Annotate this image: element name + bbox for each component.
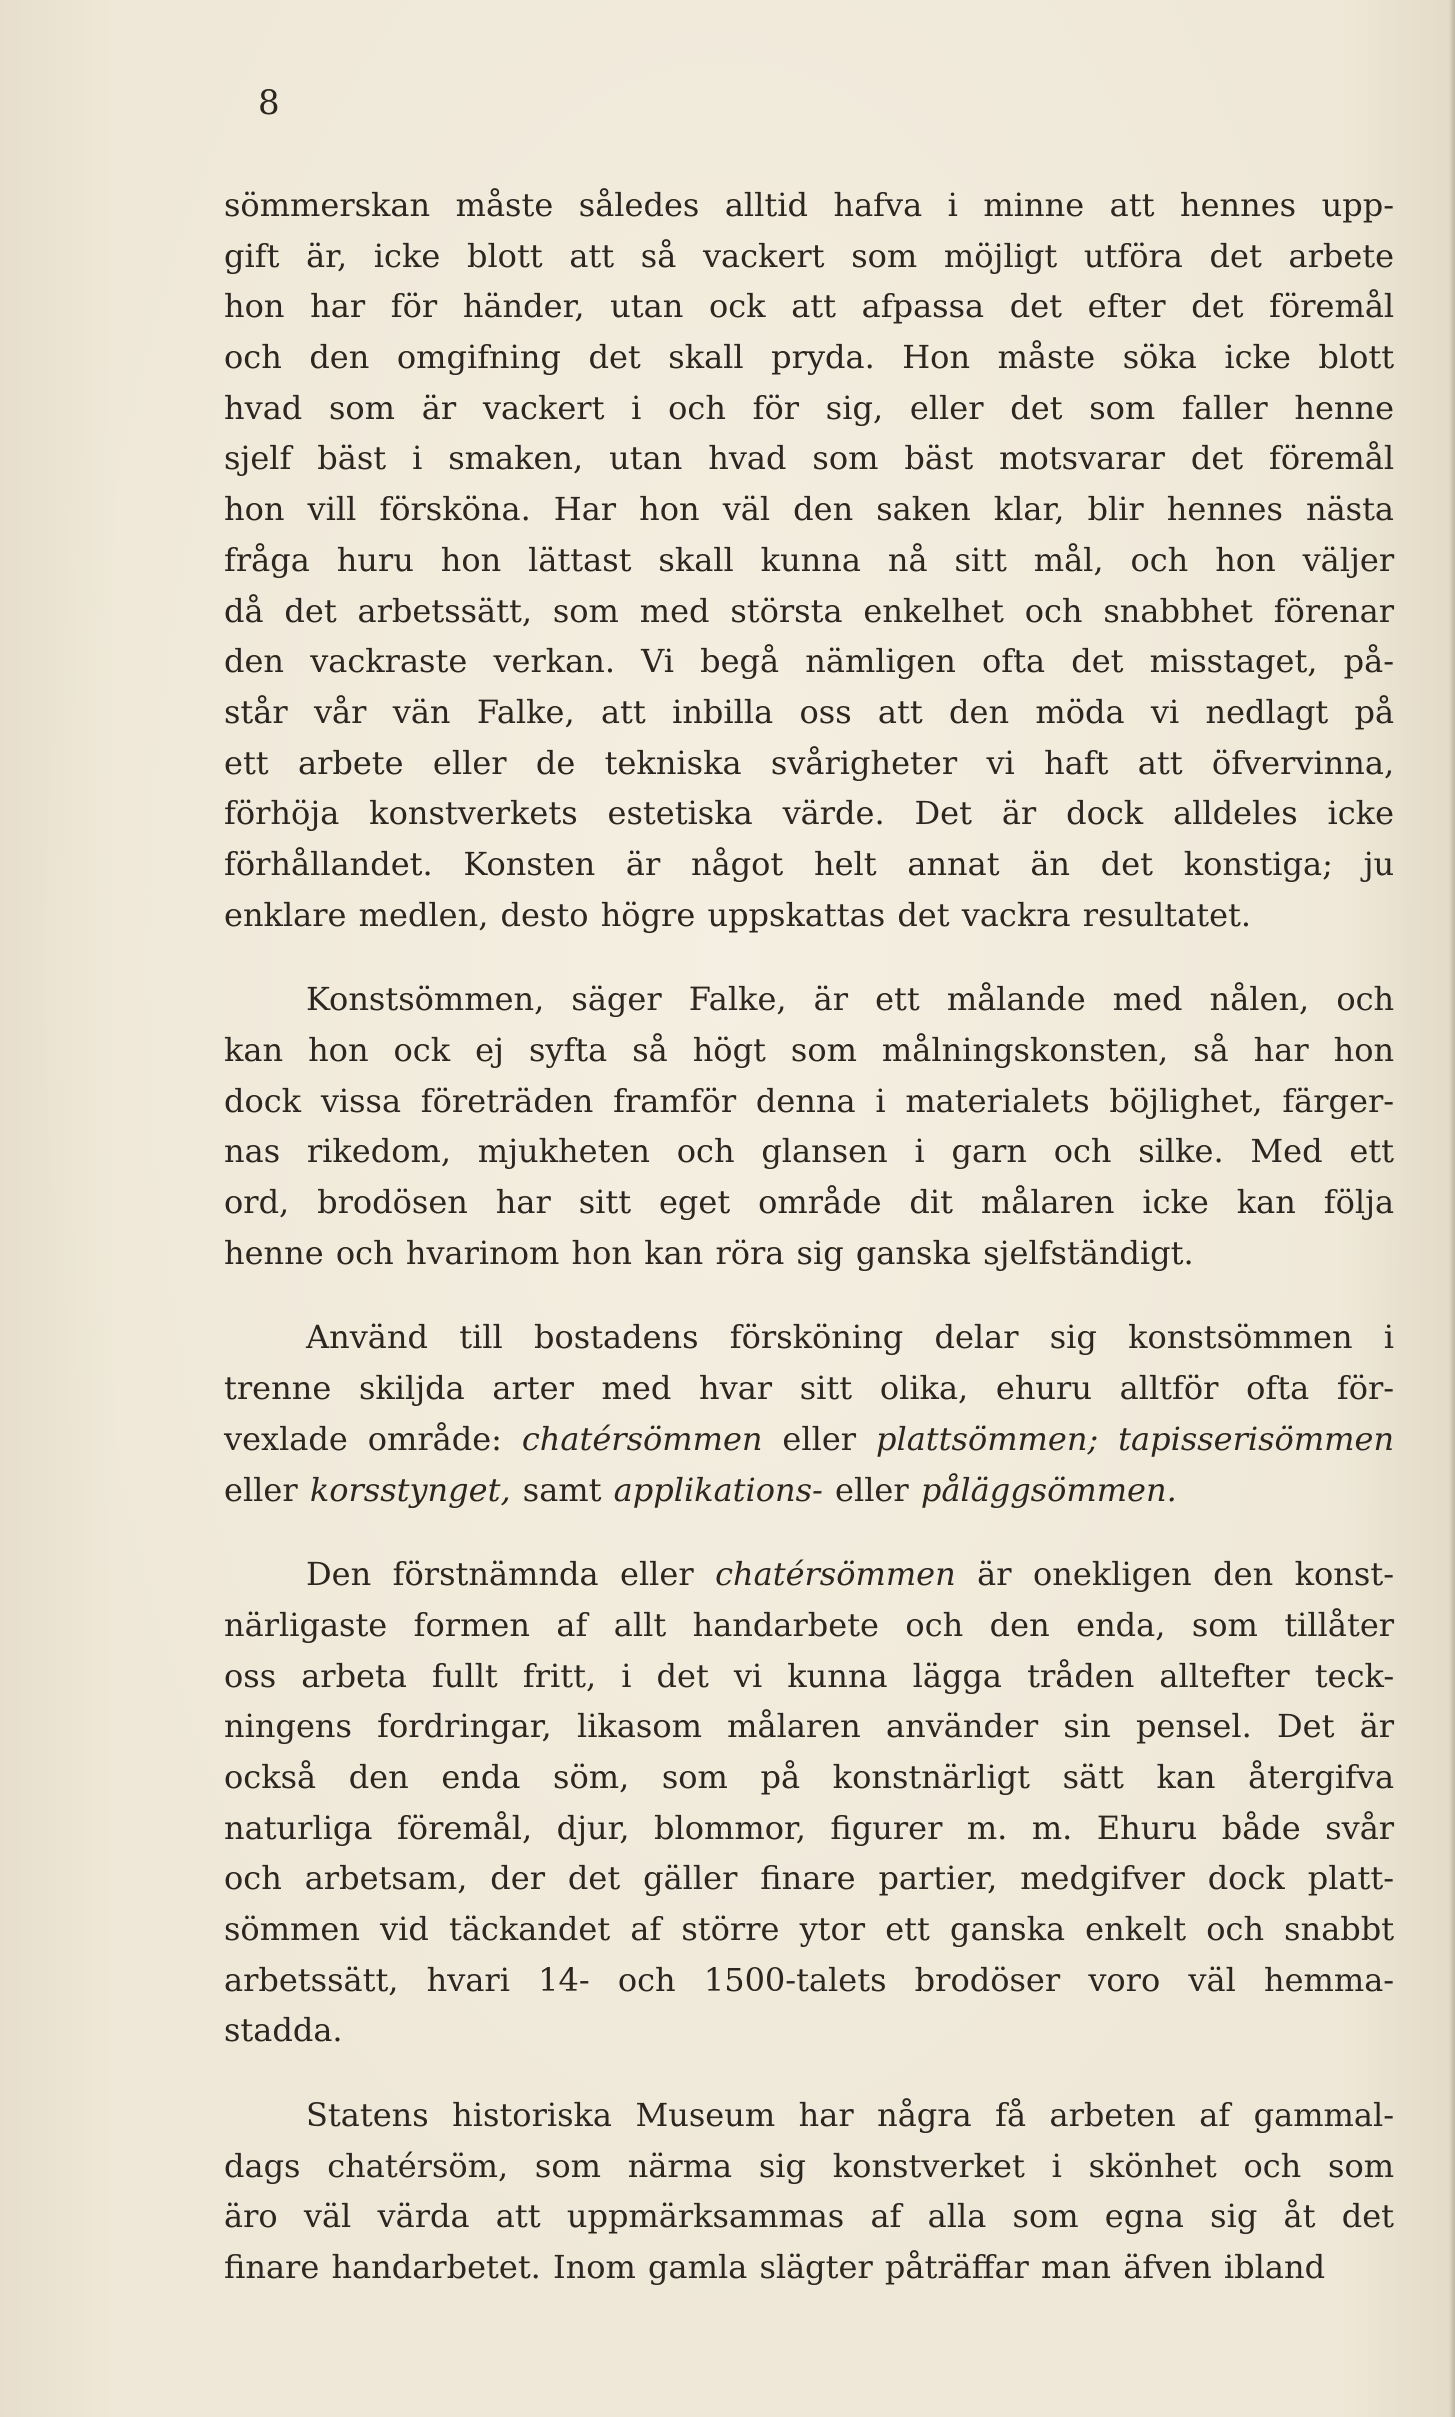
italic-term: applikations- — [613, 1470, 823, 1509]
page-number: 8 — [258, 83, 280, 123]
text-line: oss arbeta fullt fritt, i det vi kunna lägga tråden alltefter teck- — [224, 1656, 1395, 1695]
text-line: dock vissa företräden framför denna i materialets böjlighet, färger- — [224, 1081, 1395, 1120]
text-line: ningens fordringar, likasom målaren använder sin pensel. Det är — [224, 1707, 1395, 1746]
text-line: Använd till bostadens försköning delar sig konstsömmen i — [306, 1318, 1395, 1357]
text-line: finare handarbetet. Inom gamla slägter påträffar man äfven ibland — [224, 2248, 1326, 2287]
italic-term: påläggsömmen. — [920, 1470, 1177, 1509]
text-line: hvad som är vackert i och för sig, eller det som faller henne — [224, 388, 1395, 427]
paragraph-2 — [224, 974, 1394, 1278]
text-line: också den enda söm, som på konstnärligt sätt kan återgifva — [224, 1757, 1395, 1796]
italic-term: chatérsömmen — [521, 1419, 763, 1458]
text-line: arbetssätt, hvari 14- och 1500-talets brodöser voro väl hemma- — [224, 1960, 1395, 1999]
text-line: vexlade område: chatérsömmen eller plattsömmen; tapisserisömmen — [224, 1419, 1395, 1458]
text-line: kan hon ock ej syfta så högt som målningskonsten, så har hon — [224, 1031, 1395, 1069]
paragraph-4 — [224, 1549, 1394, 2056]
body-text — [224, 180, 1394, 2293]
text-line: då det arbetssätt, som med största enkelhet och snabbhet förenar — [224, 591, 1395, 630]
italic-term: plattsömmen; — [876, 1419, 1099, 1458]
text-line: Konstsömmen, säger Falke, är ett målande med nålen, och — [306, 980, 1395, 1019]
text-line: dags chatérsöm, som närma sig konstverket i skönhet och som — [224, 2146, 1395, 2185]
text-line: enklare medlen, desto högre uppskattas det vackra resultatet. — [224, 895, 1252, 934]
text-line: Den förstnämnda eller chatérsömmen är onekligen den konst- — [306, 1555, 1394, 1594]
text-line: fråga huru hon lättast skall kunna nå sitt mål, och hon väljer — [224, 540, 1395, 579]
text-line: gift är, icke blott att så vackert som möjligt utföra det arbete — [224, 236, 1395, 275]
paragraph-1 — [224, 180, 1394, 940]
text-line: nas rikedom, mjukheten och glansen i garn och silke. Med ett — [224, 1132, 1395, 1171]
text-line: och arbetsam, der det gäller finare partier, medgifver dock platt- — [224, 1859, 1395, 1898]
text-line: trenne skiljda arter med hvar sitt olika, ehuru alltför ofta för- — [224, 1369, 1395, 1408]
text-line: äro väl värda att uppmärksammas af alla som egna sig åt det — [224, 2197, 1395, 2236]
text-line: den vackraste verkan. Vi begå nämligen ofta det misstaget, på- — [224, 642, 1395, 681]
text-line: sömmerskan måste således alltid hafva i minne att hennes upp- — [224, 186, 1394, 224]
text-line: förhöja konstverkets estetiska värde. Det är dock alldeles icke — [224, 794, 1394, 833]
italic-term: chatérsömmen — [715, 1555, 956, 1594]
text-line: ord, brodösen har sitt eget område dit målaren icke kan följa — [224, 1183, 1395, 1222]
text-line: stadda. — [224, 2011, 343, 2050]
italic-term: korsstynget, — [309, 1470, 511, 1509]
text-line: naturliga föremål, djur, blommor, figurer m. m. Ehuru både svår — [224, 1808, 1395, 1847]
text-line: hon vill försköna. Har hon väl den saken klar, blir hennes nästa — [224, 490, 1394, 529]
text-line: eller korsstynget, samt applikations- eller påläggsömmen. — [224, 1470, 1177, 1509]
paragraph-3 — [224, 1312, 1394, 1515]
text-line: sömmen vid täckandet af större ytor ett ganska enkelt och snabbt — [224, 1910, 1395, 1948]
italic-term: tapisserisömmen — [1118, 1419, 1395, 1458]
paragraph-5 — [224, 2090, 1394, 2293]
page-edge-shadow — [1449, 0, 1455, 2417]
text-line: hon har för händer, utan ock att afpassa det efter det föremål — [224, 287, 1395, 326]
text-line: sjelf bäst i smaken, utan hvad som bäst motsvarar det föremål — [224, 439, 1395, 478]
text-line: Statens historiska Museum har några få arbeten af gammal- — [306, 2096, 1395, 2135]
text-line: ett arbete eller de tekniska svårigheter vi haft att öfvervinna, — [224, 743, 1395, 782]
text-line: förhållandet. Konsten är något helt annat än det konstiga; ju — [224, 844, 1395, 883]
text-line: och den omgifning det skall pryda. Hon måste söka icke blott — [224, 338, 1395, 377]
text-line: står vår vän Falke, att inbilla oss att den möda vi nedlagt på — [224, 692, 1395, 731]
text-line: henne och hvarinom hon kan röra sig ganska sjelfständigt. — [224, 1233, 1194, 1272]
text-line: närligaste formen af allt handarbete och den enda, som tillåter — [224, 1605, 1395, 1644]
